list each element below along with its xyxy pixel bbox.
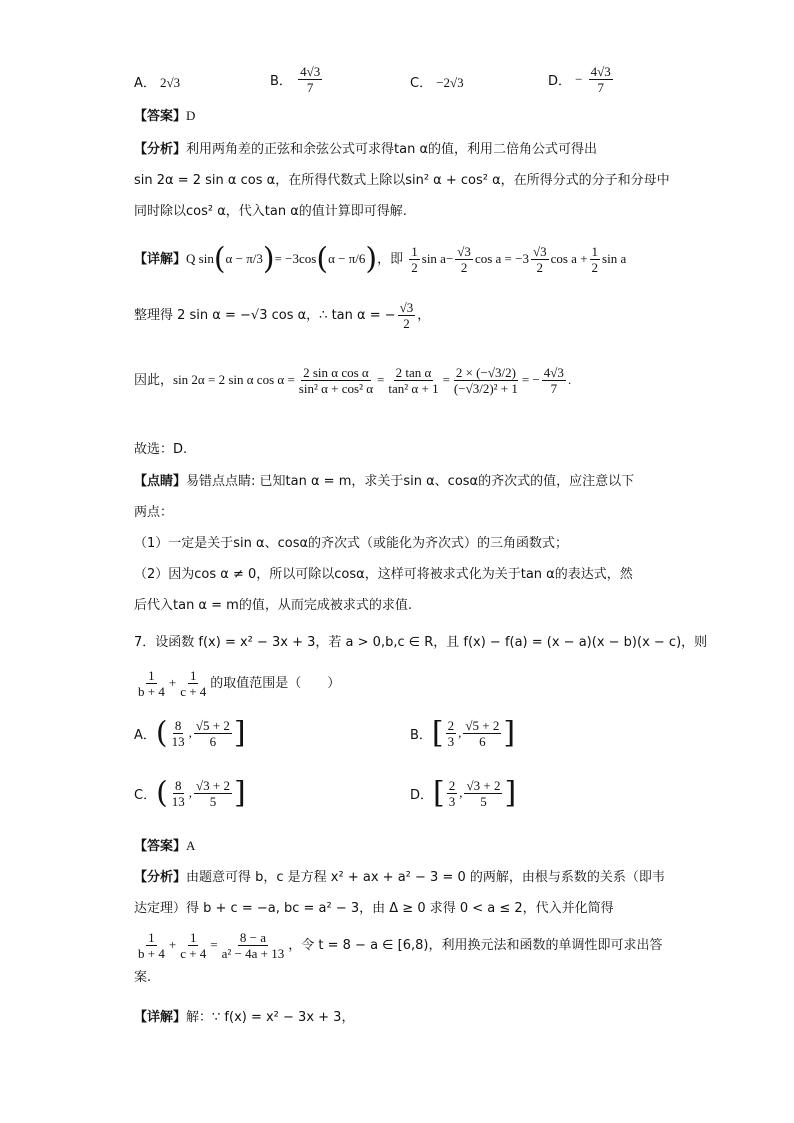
analysis-1-line-3: 同时除以cos² α，代入tan α的值计算即可得解. [134,204,407,219]
q7-option-a: A．( $\frac{8}{13}$ , $\frac{√5 + 2}{6}$ ] [134,715,246,751]
analysis-1-line-2: sin 2α = 2 sin α cos α，在所得代数式上除以sin² α + cos² α，在所得分式的分子和分母中 [134,173,670,188]
q7-option-d: D．[ $\frac{2}{3}$ , $\frac{√3 + 2}{5}$ ] [410,775,517,811]
option-b: B． $\frac{4√3}{7}$ [270,64,321,95]
detail-1-choose: 故选：D. [134,442,188,457]
analysis-2-line-1: 【分析】由题意可得 b，c 是方程 x² + ax + a² − 3 = 0 的两解，由根与系数的关系（即韦 [134,870,665,885]
tip-point-2: （2）因为cos α ≠ 0，所以可除以cosα，这样可将被求式化为关于tan α的表达式，然 [134,567,633,582]
option-c-value: −2√3 [436,75,464,90]
detail-1-line-2: 整理得 2 sin α = −√3 cos α，∴ tan α = − $\frac{√3}{2}$ ， [134,300,431,331]
option-c: C． −2√3 [410,75,464,91]
analysis-2-line-3: $\frac{1}{b + 4}$ + $\frac{1}{c + 4}$ = $\frac{8 - a}{\text{a² − 4a + 13}}$ ，令 t = 8 − a ∈ [6,8)，利用换元法和函数的单调性即可求出答 [138,930,663,961]
detail-2: 【详解】解：∵ f(x) = x² − 3x + 3， [134,1010,355,1025]
option-d: D． − $\frac{4√3}{7}$ [548,64,611,95]
option-a-value: 2√3 [160,75,181,90]
answer-1: 【答案】D [134,108,196,124]
detail-1-line-1: 【详解】Q sin(α − π/3)= −3cos(α − π/6)，即 $\frac{1}{2}$ sin a− $\frac{√3}{2}$ cos a = −3 $\frac{√3}{2}$ cos a + $\frac{1}{2}$ sin a [134,241,627,277]
analysis-2-line-4: 案. [134,970,152,985]
q7-option-b: B．[ $\frac{2}{3}$ , $\frac{√5 + 2}{6}$ ] [410,715,516,751]
tip-line-2: 两点： [134,505,174,520]
analysis-1-line-1: 【分析】利用两角差的正弦和余弦公式可求得tan α的值，利用二倍角公式可得出 [134,142,598,157]
tip-line-1: 【点睛】易错点点睛: 已知tan α = m，求关于sin α、cosα的齐次式的值，应注意以下 [134,474,635,489]
question-7-stem: 7．设函数 f(x) = x² − 3x + 3，若 a > 0,b,c ∈ R，且 f(x) − f(a) = (x − a)(x − b)(x − c)，则 [134,635,708,650]
tip-point-2b: 后代入tan α = m的值，从而完成被求式的求值. [134,598,412,613]
analysis-2-line-2: 达定理）得 b + c = −a, bc = a² − 3，由 Δ ≥ 0 求得 0 < a ≤ 2，代入并化简得 [134,901,614,916]
question-7-stem-2: $\frac{1}{b + 4}$ + $\frac{1}{c + 4}$ 的取值范围是（ ） [138,668,341,699]
q7-option-c: C．( $\frac{8}{13}$ , $\frac{√3 + 2}{5}$ ] [134,775,246,811]
option-a: A． 2√3 [134,75,181,91]
answer-2: 【答案】A [134,838,196,854]
tip-point-1: （1）一定是关于sin α、cosα的齐次式（或能化为齐次式）的三角函数式； [134,536,569,551]
detail-1-line-3: 因此，sin 2α = 2 sin α cos α = $\frac{\text{2 sin α cos α}}{\text{sin² α + cos² α}}$ = $\frac{\text{2 tan α}}{\text{tan² α + 1}}$ = $\frac{2 \times (-√3/2)}{\text{(−√3/2)² + 1}}$ = − $\frac{4√3}{7}$ . [134,365,572,396]
